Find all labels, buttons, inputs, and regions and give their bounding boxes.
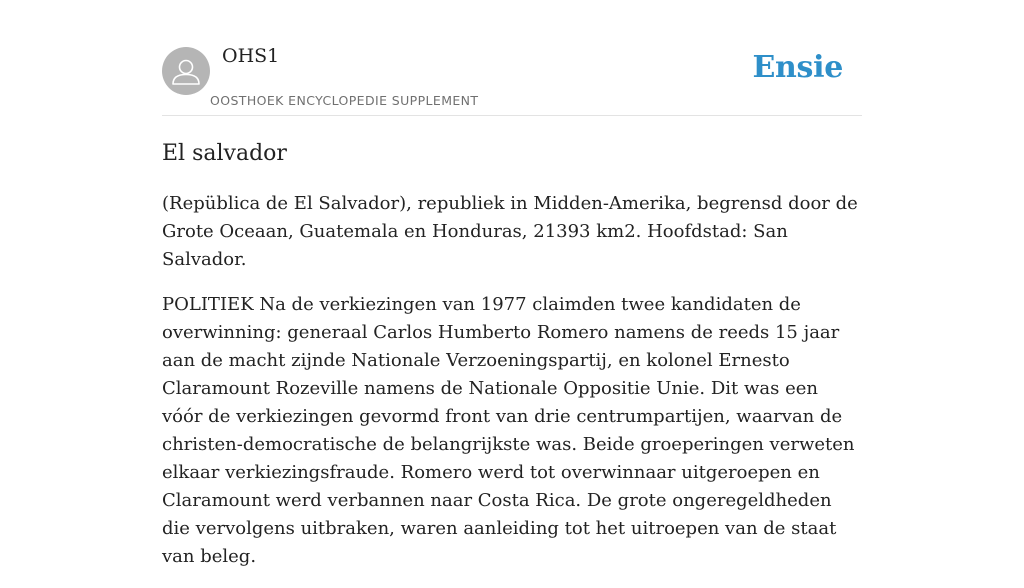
article-paragraph: (Repüblica de El Salvador), republiek in Midden-Amerika, begrensd door de Grote Oceaan, Guatemala en Honduras, 21393 km2. Hoofdstad: San Salvador.: [162, 193, 858, 270]
user-avatar-icon[interactable]: [162, 47, 210, 95]
source-label[interactable]: OOSTHOEK ENCYCLOPEDIE SUPPLEMENT: [210, 93, 479, 108]
header: [162, 0, 862, 116]
article: [162, 138, 862, 588]
article-paragraph: POLITIEK Na de verkiezingen van 1977 claimden twee kandidaten de overwinning: generaal Carlos Humberto Romero namens de reeds 15 jaar aan de macht zijnde Nationale Verzoeningspartij, en kolonel Ernesto Claramount Rozeville namens de Nationale Oppositie Unie. Dit was een vóór de verkiezingen gevormd front van drie centrumpartijen, waarvan de christen-democratische de belangrijkste was. Beide groeperingen verweten elkaar verkiezingsfraude. Romero werd tot overwinnaar uitgeroepen en Claramount werd verbannen naar Costa Rica. De grote ongeregeldheden die vervolgens uitbraken, waren aanleiding tot het uitroepen van de staat van beleg.: [162, 294, 855, 567]
author-name[interactable]: OHS1: [222, 45, 280, 67]
article-title: El salvador: [162, 141, 287, 166]
site-logo[interactable]: Ensie: [752, 50, 843, 85]
